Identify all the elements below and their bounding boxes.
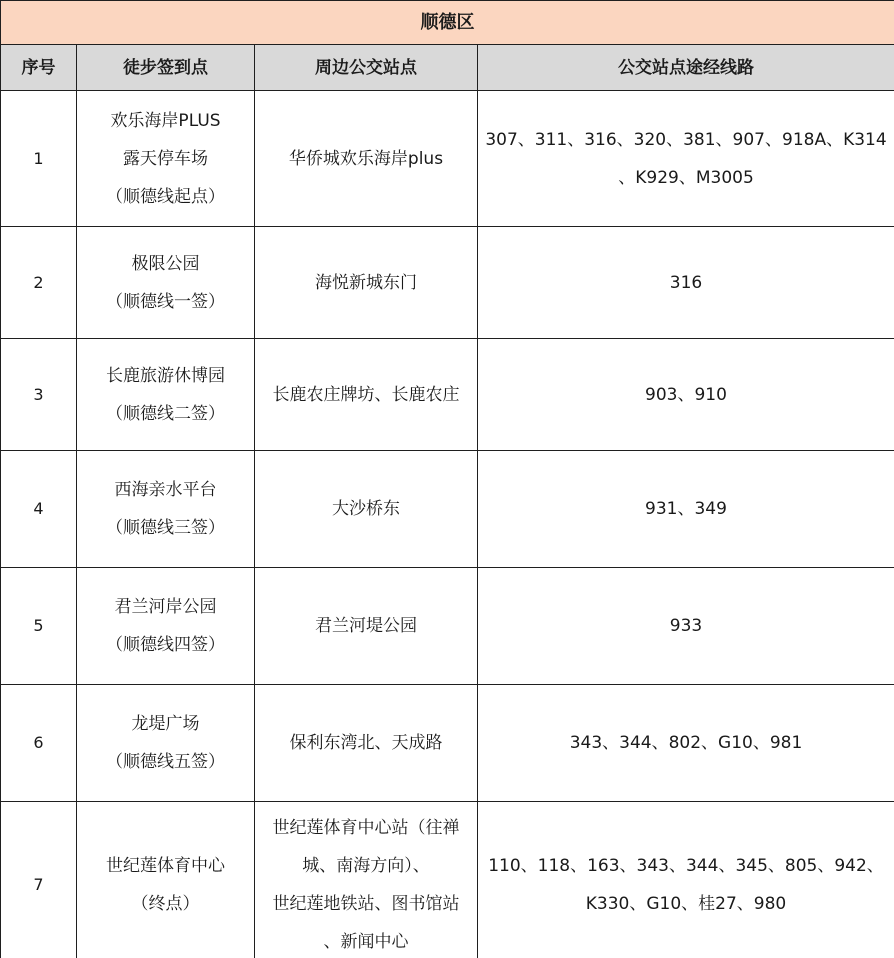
checkpoint-cell (77, 568, 255, 685)
lines-text: 933 (669, 616, 703, 636)
lines-text: 110、118、163、343、344、345、805、942、 (488, 855, 884, 876)
lines-cell (478, 802, 894, 958)
checkpoint-text: 西海亲水平台 (114, 480, 217, 500)
stop-text: 世纪莲地铁站、图书馆站 (272, 893, 460, 914)
row-number: 6 (1, 685, 77, 802)
lines-cell (478, 568, 894, 685)
lines-text: 343、344、802、G10、981 (569, 733, 803, 753)
header-no: 序号 (1, 45, 77, 91)
stops-cell (255, 339, 478, 451)
table-row (1, 685, 894, 802)
lines-cell (478, 685, 894, 802)
header-row (1, 45, 894, 91)
row-number: 4 (1, 451, 77, 568)
stop-text: 、新闻中心 (323, 931, 409, 952)
checkpoint-text: 君兰河岸公园 (114, 597, 217, 617)
lines-cell (478, 227, 894, 339)
row-number: 7 (1, 802, 77, 958)
table-row (1, 451, 894, 568)
stop-text: 大沙桥东 (332, 499, 400, 519)
table-row (1, 568, 894, 685)
stops-cell (255, 685, 478, 802)
checkpoint-cell (77, 802, 255, 958)
title-row (1, 1, 894, 45)
row-number: 5 (1, 568, 77, 685)
lines-text: 307、311、316、320、381、907、918A、K314 (485, 129, 887, 150)
lines-cell (478, 91, 894, 227)
stops-cell (255, 227, 478, 339)
checkpoint-cell (77, 227, 255, 339)
stop-text: 华侨城欢乐海岸plus (288, 148, 444, 169)
checkpoint-text: 龙堤广场 (131, 714, 200, 734)
checkpoint-cell (77, 451, 255, 568)
stop-text: 海悦新城东门 (315, 272, 417, 293)
table-row (1, 91, 894, 227)
table-row (1, 339, 894, 451)
lines-text: 、K929、M3005 (618, 167, 754, 188)
checkpoint-text: （顺德线二签） (106, 403, 225, 424)
lines-cell (478, 451, 894, 568)
checkpoint-cell (77, 685, 255, 802)
checkpoint-text: （顺德线五签） (106, 752, 225, 772)
checkpoint-text: 露天停车场 (123, 148, 208, 169)
checkpoint-cell (77, 91, 255, 227)
header-lines: 公交站点途经线路 (478, 45, 894, 91)
stops-cell (255, 91, 478, 227)
table-title: 顺德区 (1, 1, 894, 45)
stop-text: 世纪莲体育中心站（往禅 (272, 817, 460, 838)
checkpoint-text: 欢乐海岸PLUS (110, 110, 221, 131)
checkpoint-text: （顺德线起点） (106, 186, 225, 207)
table-row (1, 227, 894, 339)
stops-cell (255, 451, 478, 568)
stop-text: 保利东湾北、天成路 (289, 733, 443, 753)
checkpoint-text: （顺德线四签） (106, 635, 225, 655)
lines-text: K330、G10、桂27、980 (585, 893, 787, 914)
header-stops: 周边公交站点 (255, 45, 478, 91)
header-checkpoint: 徒步签到点 (77, 45, 255, 91)
checkpoint-text: 世纪莲体育中心 (106, 855, 225, 876)
row-number: 1 (1, 91, 77, 227)
row-number: 3 (1, 339, 77, 451)
table-row (1, 802, 894, 958)
checkpoint-text: （终点） (131, 893, 200, 914)
checkpoint-text: （顺德线三签） (106, 518, 225, 538)
checkpoint-cell (77, 339, 255, 451)
lines-text: 903、910 (645, 384, 727, 405)
checkpoint-text: （顺德线一签） (106, 291, 225, 312)
stop-text: 城、南海方向）、 (302, 855, 430, 876)
lines-cell (478, 339, 894, 451)
stop-text: 君兰河堤公园 (315, 616, 417, 636)
stops-cell (255, 568, 478, 685)
lines-text: 316 (669, 272, 703, 293)
stop-text: 长鹿农庄牌坊、长鹿农庄 (272, 384, 460, 405)
checkpoint-text: 长鹿旅游休博园 (106, 365, 225, 386)
row-number: 2 (1, 227, 77, 339)
stops-cell (255, 802, 478, 958)
checkpoint-text: 极限公园 (131, 253, 200, 274)
lines-text: 931、349 (645, 499, 727, 519)
